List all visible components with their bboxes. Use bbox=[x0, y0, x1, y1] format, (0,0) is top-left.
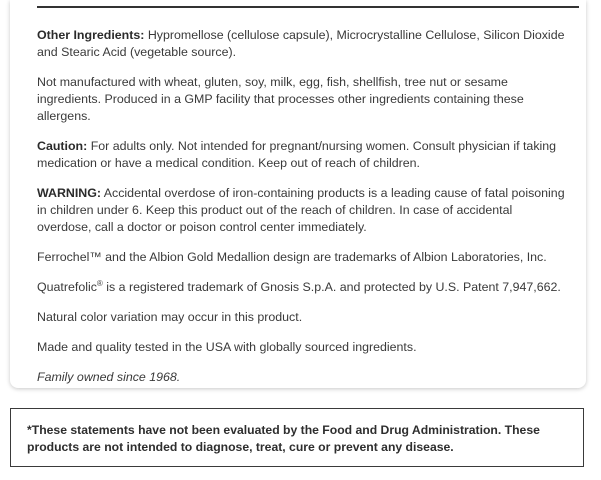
caution-paragraph bbox=[37, 138, 567, 172]
warning-label: WARNING: bbox=[37, 186, 102, 200]
registered-mark: ® bbox=[96, 278, 103, 288]
fda-disclaimer-text: *These statements have not been evaluated by the Food and Drug Administration. These products are not intended to diagnose, treat, cure or prevent any disease. bbox=[27, 423, 540, 454]
ferrochel-trademark: Ferrochel™ and the Albion Gold Medallion design are trademarks of Albion Laboratories, Inc. bbox=[37, 250, 547, 264]
warning-text: Accidental overdose of iron-containing products is a leading cause of fatal poisoning in children under 6. Keep this product out of the reach of children. In case of accidental overdose, call a doctor or poison control center immediately. bbox=[37, 186, 565, 234]
fda-disclaimer-box bbox=[10, 408, 584, 467]
caution-text: For adults only. Not intended for pregnant/nursing women. Consult physician if taking medication or have a medical condition. Keep out of reach of children. bbox=[37, 139, 557, 170]
top-divider bbox=[37, 6, 579, 8]
product-info-card bbox=[10, 0, 586, 388]
product-info-content bbox=[37, 27, 567, 399]
family-owned-note: Family owned since 1968. bbox=[37, 370, 181, 384]
other-ingredients-paragraph bbox=[37, 27, 567, 61]
other-ingredients-text: Hypromellose (cellulose capsule), Microcrystalline Cellulose, Silicon Dioxide and Stearic Acid (vegetable source). bbox=[37, 28, 565, 59]
caution-label: Caution: bbox=[37, 139, 88, 153]
quatrefolic-text: is a registered trademark of Gnosis S.p.A. and protected by U.S. Patent 7,947,662. bbox=[102, 280, 561, 294]
other-ingredients-label: Other Ingredients: bbox=[37, 28, 145, 42]
allergen-statement: Not manufactured with wheat, gluten, soy, milk, egg, fish, shellfish, tree nut or sesame ingredients. Produced in a GMP facility that processes other ingredients containing these allergens. bbox=[37, 75, 524, 123]
quatrefolic-trademark bbox=[37, 279, 567, 296]
quatrefolic-name: Quatrefolic bbox=[37, 280, 97, 294]
made-in-usa-note: Made and quality tested in the USA with globally sourced ingredients. bbox=[37, 340, 417, 354]
warning-paragraph bbox=[37, 185, 567, 236]
color-variation-note: Natural color variation may occur in this product. bbox=[37, 310, 303, 324]
